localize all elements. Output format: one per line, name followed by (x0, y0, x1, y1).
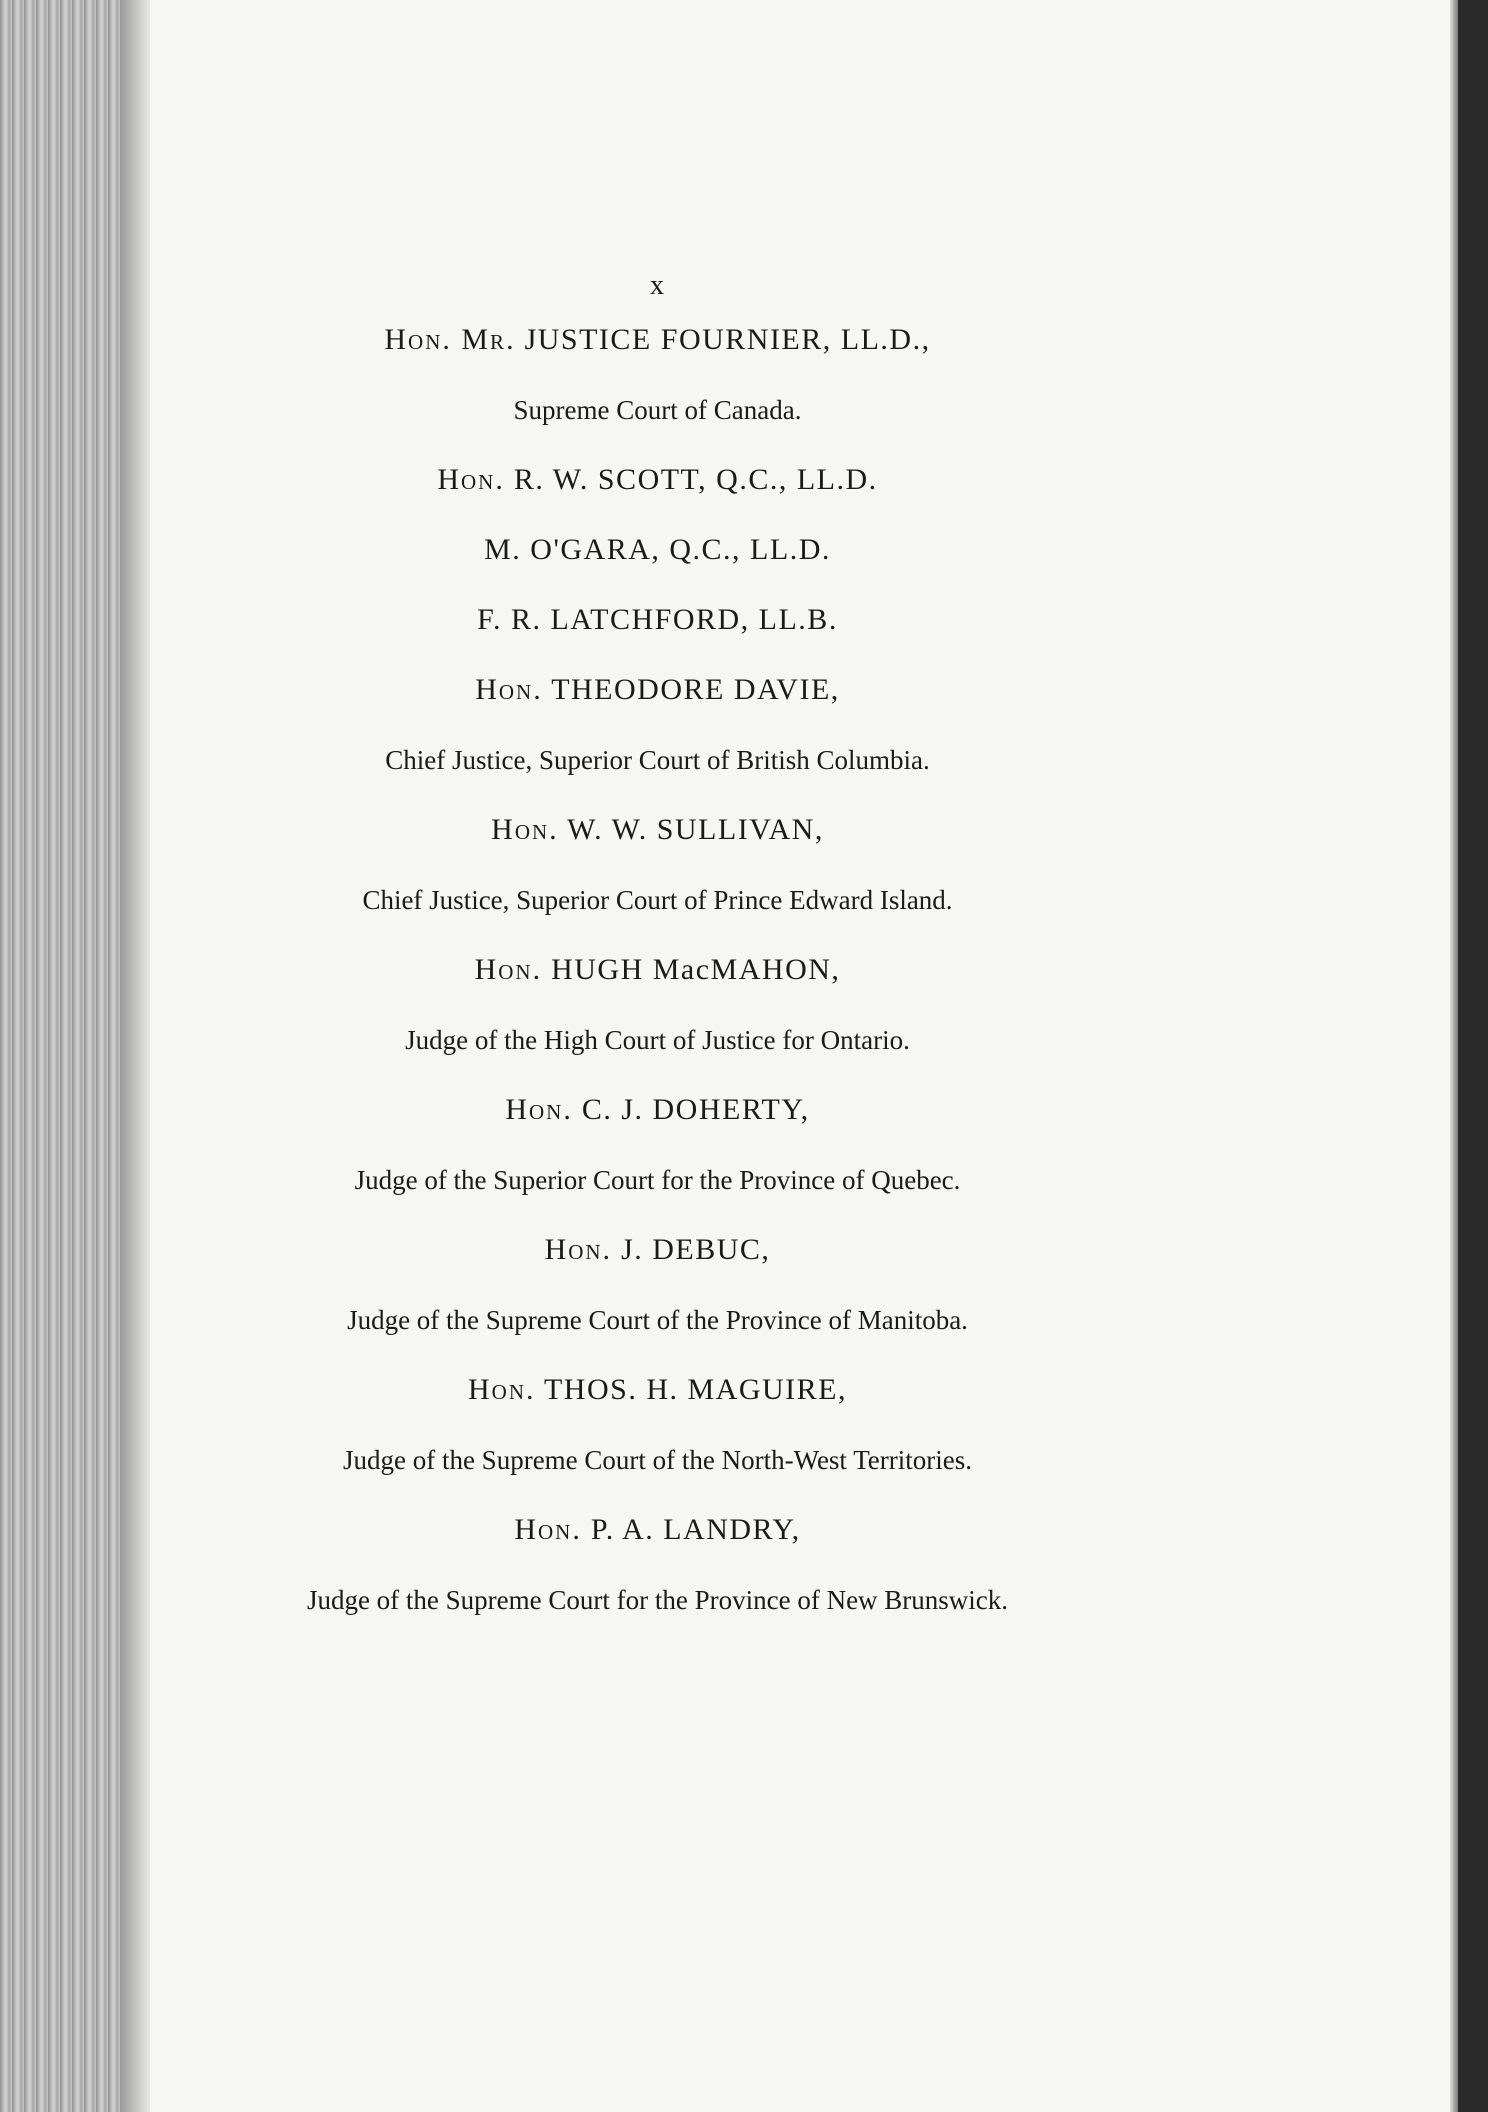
entry-prefix: Hon. (475, 673, 543, 706)
entry-name-text: JUSTICE FOURNIER, LL.D., (524, 323, 931, 356)
entry-title: Judge of the High Court of Justice for Ontario. (405, 1025, 910, 1055)
entry-prefix: Hon. (474, 953, 543, 986)
entry-name (0, 1370, 1345, 1410)
entry-name (0, 1230, 1345, 1270)
entry-name (0, 950, 1345, 990)
entry-name (0, 460, 1345, 500)
page-right-shadow (1450, 0, 1458, 2112)
entry-title: Judge of the Supreme Court of the Province of Manitoba. (347, 1305, 968, 1335)
scan-right-border (1458, 0, 1488, 2112)
entry-name-text: THEODORE DAVIE, (551, 673, 840, 706)
entry-fournier (0, 320, 1345, 430)
entry-debuc (0, 1230, 1345, 1340)
entry-name-text: J. DEBUC, (621, 1233, 771, 1266)
entry-name-text: THOS. H. MAGUIRE, (543, 1373, 847, 1406)
entry-name-text: R. W. SCOTT, Q.C., LL.D. (513, 463, 878, 496)
entry-maguire (0, 1370, 1345, 1480)
entry-title: Chief Justice, Superior Court of British Columbia. (385, 745, 930, 775)
entry-prefix: Hon. Mr. (384, 323, 516, 356)
entry-prefix: Hon. (544, 1233, 613, 1266)
entry-prefix: Hon. (491, 813, 559, 846)
entry-davie (0, 670, 1345, 780)
entry-ogara (0, 530, 1345, 570)
entry-prefix: Hon. (437, 463, 505, 496)
entry-latchford (0, 600, 1345, 640)
entry-name (0, 810, 1345, 850)
entry-title: Chief Justice, Superior Court of Prince Edward Island. (362, 885, 953, 915)
page-number: x (650, 270, 665, 301)
entry-title: Supreme Court of Canada. (513, 395, 802, 425)
entry-landry (0, 1510, 1345, 1620)
entry-name (0, 1090, 1345, 1130)
entry-doherty (0, 1090, 1345, 1200)
entry-name (0, 320, 1345, 360)
entry-prefix: Hon. (505, 1093, 573, 1126)
entry-name-text: HUGH MacMAHON, (551, 953, 841, 986)
entry-name-text: C. J. DOHERTY, (581, 1093, 810, 1126)
entry-title: Judge of the Supreme Court for the Province of New Brunswick. (306, 1585, 1009, 1615)
entry-prefix: Hon. (468, 1373, 536, 1406)
entry-prefix: Hon. (514, 1513, 582, 1546)
entry-name (0, 670, 1345, 710)
entry-scott (0, 460, 1345, 500)
entry-name-text: F. R. LATCHFORD, LL.B. (477, 603, 838, 636)
entry-macmahon (0, 950, 1345, 1060)
entry-title: Judge of the Superior Court for the Province of Quebec. (354, 1165, 961, 1195)
entry-name-text: M. O'GARA, Q.C., LL.D. (484, 533, 831, 566)
entry-name (0, 530, 1345, 570)
entry-name (0, 600, 1345, 640)
entry-title: Judge of the Supreme Court of the North-West Territories. (342, 1445, 973, 1475)
entry-name-text: W. W. SULLIVAN, (567, 813, 824, 846)
page-content (0, 270, 1345, 1650)
entry-name-text: P. A. LANDRY, (590, 1513, 801, 1546)
entry-name (0, 1510, 1345, 1550)
entry-sullivan (0, 810, 1345, 920)
